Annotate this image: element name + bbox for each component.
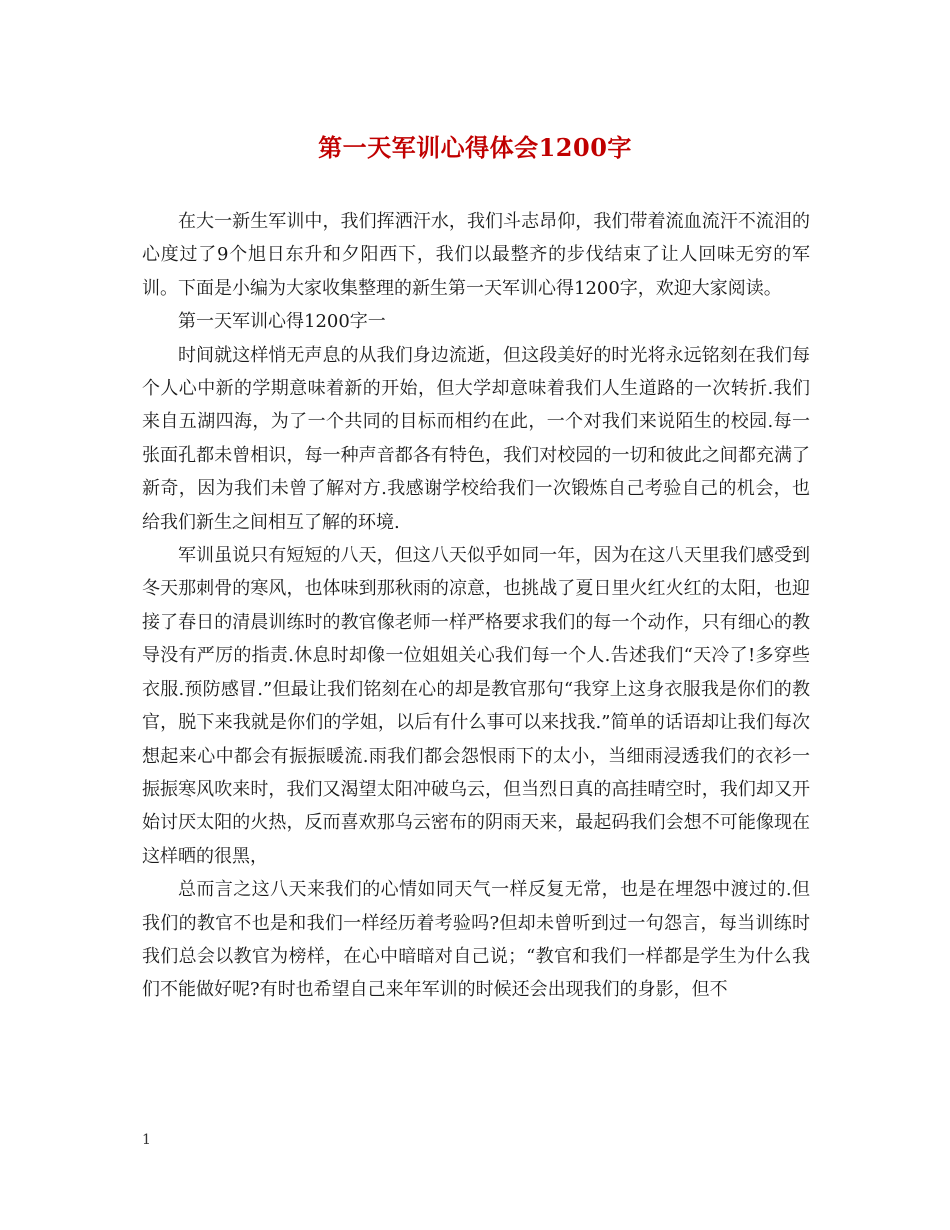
document-title: 第一天军训心得体会1200字 [318, 133, 632, 162]
paragraph-intro: 在大一新生军训中，我们挥洒汗水，我们斗志昂仰，我们带着流血流汗不流泪的心度过了9个旭日东升和夕阳西下，我们以最整齐的步伐结束了让人回味无穷的军训。下面是小编为大家收集整理的新生第一天军训心得1200字，欢迎大家阅读。 [142, 211, 810, 299]
page-number: 1 [142, 1132, 151, 1148]
paragraph: 总而言之这八天来我们的心情如同天气一样反复无常，也是在埋怨中渡过的.但我们的教官不也是和我们一样经历着考验吗?但却未曾听到过一句怨言，每当训练时我们总会以教官为榜样，在心中暗暗对自己说；“教官和我们一样都是学生为什么我们不能做好呢?有时也希望自己来年军训的时候还会出现我们的身影，但不 [142, 879, 810, 1001]
paragraph: 军训虽说只有短短的八天，但这八天似乎如同一年，因为在这八天里我们感受到冬天那刺骨的寒风，也体味到那秋雨的凉意，也挑战了夏日里火红火红的太阳，也迎接了春日的清晨训练时的教官像老师一样严格要求我们的每一个动作，只有细心的教导没有严厉的指责.休息时却像一位姐姐关心我们每一个人.告述我们“天冷了!多穿些衣服.预防感冒.”但最让我们铭刻在心的却是教官那句“我穿上这身衣服我是你们的教官，脱下来我就是你们的学姐，以后有什么事可以来找我.”简单的话语却让我们每次想起来心中都会有振振暖流.雨我们都会怨恨雨下的太小，当细雨浸透我们的衣衫一振振寒风吹来时，我们又渴望太阳冲破乌云，但当烈日真的高挂晴空时，我们却又开始讨厌太阳的火热，反而喜欢那乌云密布的阴雨天来，最起码我们会想不可能像现在这样晒的很黑， [142, 545, 810, 867]
paragraph: 时间就这样悄无声息的从我们身边流逝，但这段美好的时光将永远铭刻在我们每个人心中新的学期意味着新的开始，但大学却意味着我们人生道路的一次转折.我们来自五湖四海，为了一个共同的目标而相约在此，一个对我们来说陌生的校园.每一张面孔都未曾相识，每一种声音都各有特色，我们对校园的一切和彼此之间都充满了新奇，因为我们未曾了解对方.我感谢学校给我们一次锻炼自己考验自己的机会，也给我们新生之间相互了解的环境. [142, 344, 810, 533]
section-heading: 第一天军训心得1200字一 [178, 311, 386, 333]
document-body [142, 205, 810, 1007]
